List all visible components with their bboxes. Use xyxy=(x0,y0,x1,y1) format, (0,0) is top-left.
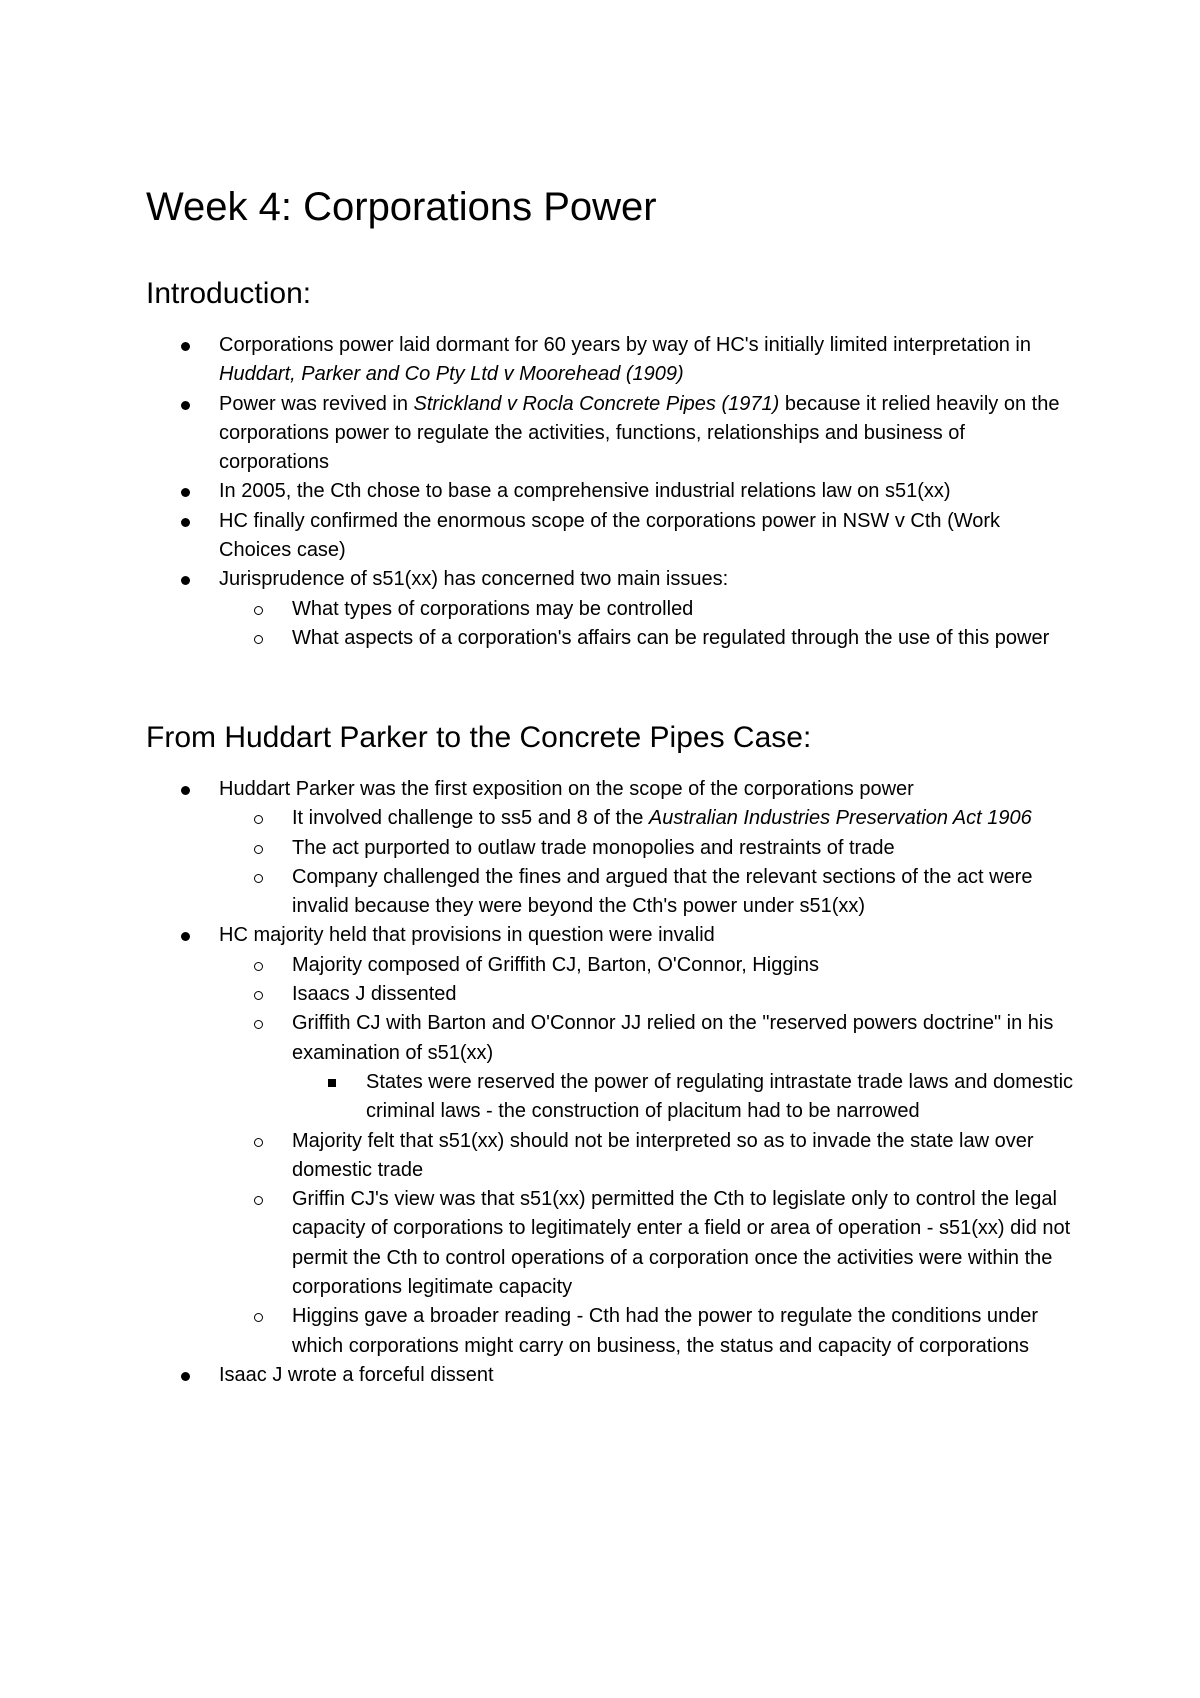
huddart-heading: From Huddart Parker to the Concrete Pipes Case: xyxy=(146,721,812,754)
list-item: HC finally confirmed the enormous scope of the corporations power in NSW v Cth (Work Choices case) xyxy=(146,507,1076,566)
bullet-circle-icon xyxy=(254,1196,263,1205)
bullet-disc-icon xyxy=(181,576,190,585)
bullet-disc-icon xyxy=(181,488,190,497)
bullet-circle-icon xyxy=(254,845,263,854)
bullet-disc-icon xyxy=(181,401,190,410)
list-item: Griffith CJ with Barton and O'Connor JJ relied on the "reserved powers doctrine" in his examination of s51(xx) xyxy=(146,1009,1076,1068)
list-item: Isaacs J dissented xyxy=(146,980,1076,1009)
list-item: What types of corporations may be controlled xyxy=(146,595,1076,624)
bullet-circle-icon xyxy=(254,962,263,971)
bullet-circle-icon xyxy=(254,606,263,615)
page-title: Week 4: Corporations Power xyxy=(146,185,657,229)
list-item: What aspects of a corporation's affairs can be regulated through the use of this power xyxy=(146,624,1076,653)
bullet-disc-icon xyxy=(181,932,190,941)
list-item: Huddart Parker was the first exposition on the scope of the corporations power xyxy=(146,775,1076,804)
list-item: Majority felt that s51(xx) should not be interpreted so as to invade the state law over domestic trade xyxy=(146,1127,1076,1186)
bullet-disc-icon xyxy=(181,342,190,351)
introduction-heading: Introduction: xyxy=(146,277,312,310)
bullet-circle-icon xyxy=(254,874,263,883)
list-item: It involved challenge to ss5 and 8 of the Australian Industries Preservation Act 1906 xyxy=(146,804,1076,833)
huddart-list xyxy=(146,775,1076,1390)
bullet-circle-icon xyxy=(254,1138,263,1147)
bullet-disc-icon xyxy=(181,518,190,527)
list-item: Griffin CJ's view was that s51(xx) permitted the Cth to legislate only to control the legal capacity of corporations to legitimately enter a field or area of operation - s51(xx) did not permit the Cth to control operations of a corporation once the activities were within the corporations legitimate capacity xyxy=(146,1185,1076,1302)
list-item: Majority composed of Griffith CJ, Barton, O'Connor, Higgins xyxy=(146,951,1076,980)
bullet-disc-icon xyxy=(181,786,190,795)
list-item: Isaac J wrote a forceful dissent xyxy=(146,1361,1076,1390)
list-item: Power was revived in Strickland v Rocla Concrete Pipes (1971) because it relied heavily on the corporations power to regulate the activities, functions, relationships and business of corporations xyxy=(146,390,1076,478)
list-item: Higgins gave a broader reading - Cth had the power to regulate the conditions under which corporations might carry on business, the status and capacity of corporations xyxy=(146,1302,1076,1361)
bullet-circle-icon xyxy=(254,991,263,1000)
list-item: Company challenged the fines and argued that the relevant sections of the act were invalid because they were beyond the Cth's power under s51(xx) xyxy=(146,863,1076,922)
list-item: The act purported to outlaw trade monopolies and restraints of trade xyxy=(146,834,1076,863)
bullet-circle-icon xyxy=(254,635,263,644)
list-item: Corporations power laid dormant for 60 years by way of HC's initially limited interpretation in Huddart, Parker and Co Pty Ltd v Moorehead (1909) xyxy=(146,331,1076,390)
bullet-circle-icon xyxy=(254,815,263,824)
list-item: Jurisprudence of s51(xx) has concerned two main issues: xyxy=(146,565,1076,594)
list-item: HC majority held that provisions in question were invalid xyxy=(146,921,1076,950)
bullet-square-icon xyxy=(328,1079,336,1087)
introduction-list xyxy=(146,331,1076,653)
list-item: States were reserved the power of regulating intrastate trade laws and domestic criminal laws - the construction of placitum had to be narrowed xyxy=(146,1068,1076,1127)
bullet-disc-icon xyxy=(181,1372,190,1381)
bullet-circle-icon xyxy=(254,1313,263,1322)
bullet-circle-icon xyxy=(254,1020,263,1029)
list-item: In 2005, the Cth chose to base a comprehensive industrial relations law on s51(xx) xyxy=(146,477,1076,506)
